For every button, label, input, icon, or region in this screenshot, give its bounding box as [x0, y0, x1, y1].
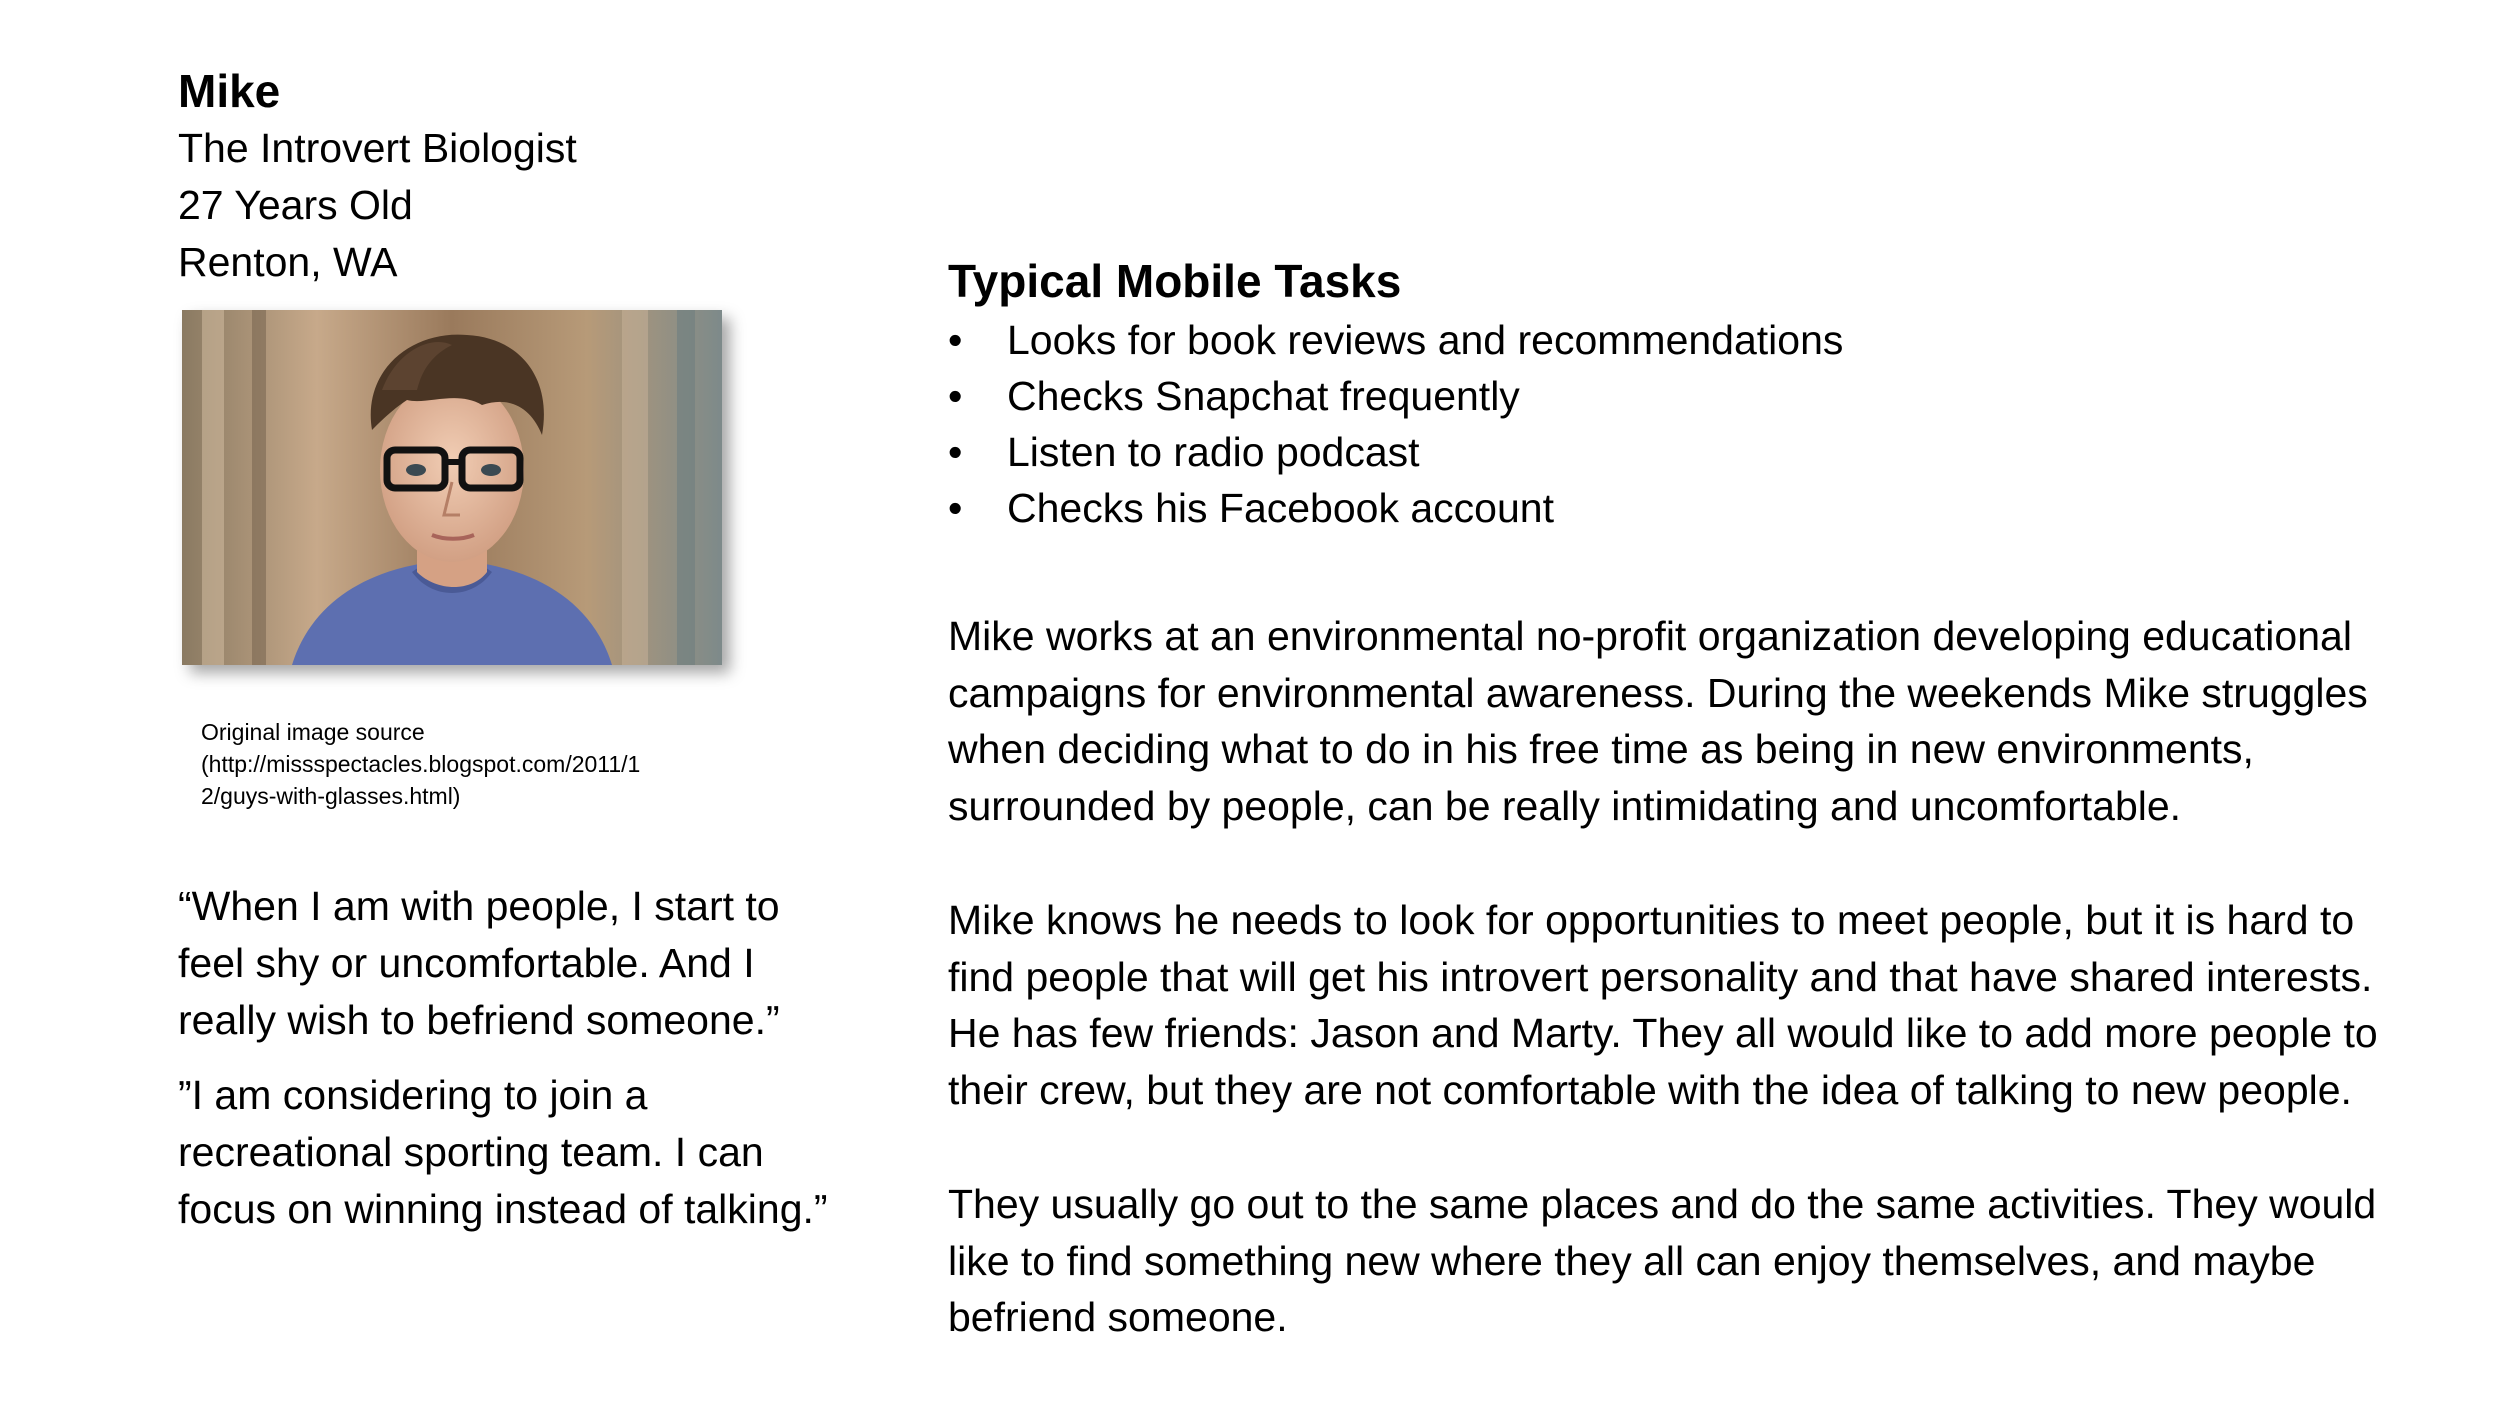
bullet-icon: • — [948, 317, 963, 363]
caption-line: Original image source — [201, 719, 425, 745]
task-item — [948, 424, 2488, 480]
persona-header — [178, 62, 878, 291]
persona-location: Renton, WA — [178, 239, 398, 285]
quote-1: “When I am with people, I start to feel shy or uncomfortable. And I really wish to befriend someone.” — [178, 883, 780, 1043]
task-item — [948, 368, 2488, 424]
persona-age: 27 Years Old — [178, 182, 413, 228]
persona-photo-illustration — [182, 310, 722, 665]
caption-line: 2/guys-with-glasses.html) — [201, 783, 461, 809]
bullet-icon: • — [948, 429, 963, 475]
image-source-caption — [201, 716, 701, 812]
caption-line: (http://missspectacles.blogspot.com/2011/1 — [201, 751, 641, 777]
task-text: Looks for book reviews and recommendations — [1007, 317, 1844, 363]
persona-title: The Introvert Biologist — [178, 125, 577, 171]
task-item — [948, 480, 2488, 536]
task-text: Checks Snapchat frequently — [1007, 373, 1520, 419]
quote-2: ”I am considering to join a recreational sporting team. I can focus on winning instead of talking.” — [178, 1072, 828, 1232]
narrative-paragraph-2: Mike knows he needs to look for opportunities to meet people, but it is hard to find people that will get his introvert personality and that have shared interests. He has few friends: Jason and Marty. They all would like to add more people to their crew, but they are not comfortable with the idea of talking to new people. — [948, 897, 2378, 1113]
persona-photo — [182, 310, 722, 665]
narrative-paragraph-3: They usually go out to the same places and do the same activities. They would like to find something new where they all can enjoy themselves, and maybe befriend someone. — [948, 1181, 2377, 1340]
persona-narrative — [948, 608, 2488, 1401]
persona-name: Mike — [178, 65, 281, 117]
task-item — [948, 312, 2488, 368]
mobile-tasks-heading: Typical Mobile Tasks — [948, 255, 1402, 307]
task-text: Checks his Facebook account — [1007, 485, 1554, 531]
task-text: Listen to radio podcast — [1007, 429, 1420, 475]
narrative-paragraph-1: Mike works at an environmental no-profit organization developing educational campaigns for environmental awareness. During the weekends Mike struggles when deciding what to do in his free time as being in new environments, surrounded by people, can be really intimidating and uncomfortable. — [948, 613, 2368, 829]
mobile-tasks-list — [948, 312, 2488, 536]
persona-quotes — [178, 878, 838, 1256]
bullet-icon: • — [948, 373, 963, 419]
bullet-icon: • — [948, 485, 963, 531]
mobile-tasks-section — [948, 250, 2488, 536]
